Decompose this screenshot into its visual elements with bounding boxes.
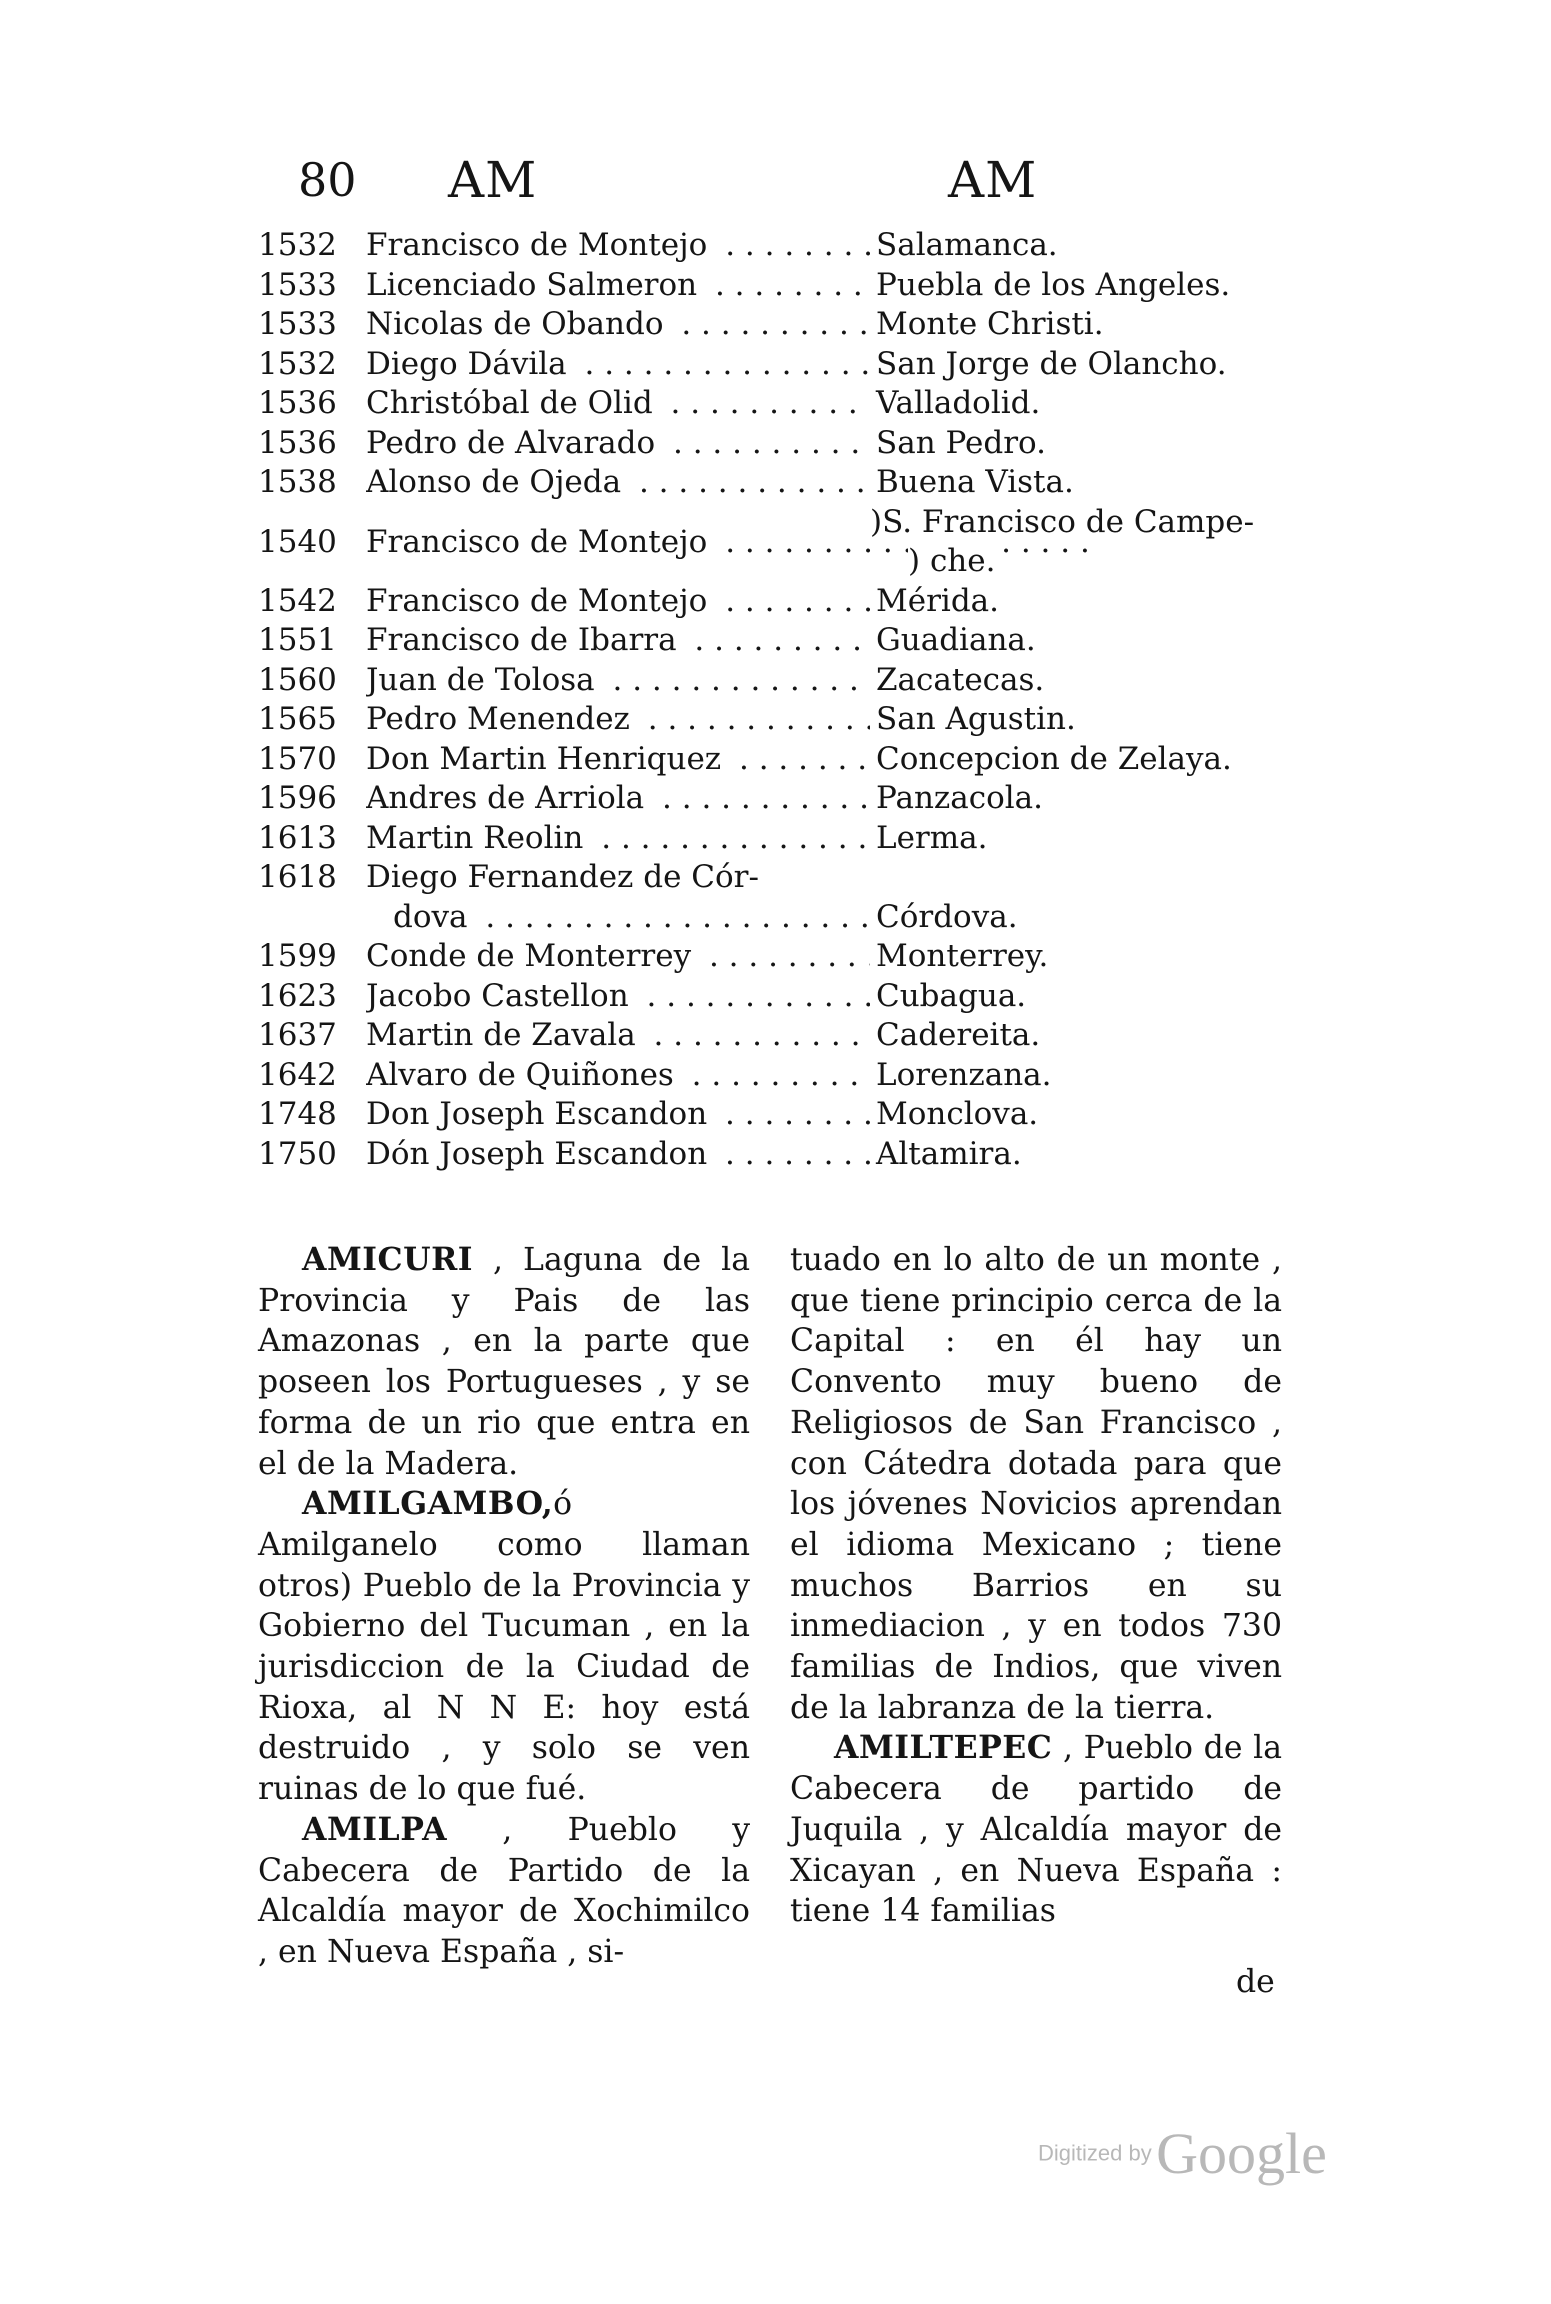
founder-text: Licenciado Salmeron [366,267,705,303]
founded-place: Altamira. [870,1135,1316,1175]
founded-place: Monterrey. [870,937,1316,977]
founding-year: 1540 [258,523,337,560]
founding-year: 1536 [258,385,337,421]
entry-amilgambo [258,1484,750,1810]
founder-text: Martin Reolin [366,820,591,856]
table-row [258,621,1308,661]
founded-place: Cadereita. [870,1016,1316,1056]
founder-text: Conde de Monterrey [366,938,699,974]
table-row [258,740,1308,780]
headword: AMICURI [302,1241,473,1278]
founded-place: Buena Vista. [870,463,1316,503]
entry-text: , Laguna de la Provincia y Pais de las Amazonas , en la parte que poseen los Portugueses , y se forma de un rio que entra en el de la Madera. [258,1242,750,1482]
founded-place: San Agustin. [870,700,1316,740]
founding-year: 1618 [258,859,337,895]
table-row [258,858,1308,898]
founded-place: Zacatecas. [870,661,1316,701]
founder-text: Francisco de Ibarra [366,622,685,658]
catchword: de [1236,1964,1275,2000]
founding-year: 1750 [258,1135,337,1172]
founded-place: Puebla de los Angeles. [870,266,1316,306]
founding-year: 1613 [258,819,337,856]
table-row [258,937,1308,977]
table-row [258,819,1308,859]
founder-text: Diego Dávila [366,346,575,382]
entry-amiltepec [790,1728,1282,1932]
table-row [258,226,1308,266]
founding-year: 1560 [258,661,337,698]
headword: AMILTEPEC [834,1729,1053,1767]
founding-year: 1570 [258,740,337,777]
right-running-head: AM [948,151,1038,209]
entry-text: ó Amilganelo como llaman otros) Pueblo de la Provincia y Gobierno del Tucuman , en la jurisdiccion de la Ciudad de Rioxa, al N N E: hoy está destruido , y solo se ven ruinas de lo que fué. [258,1486,750,1808]
founder-text: Pedro de Alvarado [366,425,663,461]
founded-place: Guadiana. [870,621,1316,661]
founding-year: 1565 [258,701,337,737]
digitized-by-watermark [1038,2120,1327,2187]
founding-year: 1596 [258,780,337,816]
founding-year: 1551 [258,622,337,658]
founder-text: Nicolas de Obando [366,306,671,342]
founder-text: Pedro Menendez [366,701,638,737]
page-number: 80 [298,153,357,207]
table-row [258,582,1308,622]
founding-year: 1532 [258,345,337,382]
table-row [258,503,1308,582]
table-row [258,779,1308,819]
left-text-column [258,1240,750,1973]
founding-year: 1623 [258,977,337,1014]
founder-text: Juan de Tolosa [366,662,603,698]
founding-year: 1538 [258,464,337,500]
founded-place: San Pedro. [870,424,1316,464]
google-logo: Google [1156,2121,1327,2186]
founded-place: Lorenzana. [870,1056,1316,1096]
left-running-head: AM [448,151,538,209]
founder-text: Martin de Zavala [366,1017,644,1053]
founder-text: Francisco de Montejo [366,524,715,560]
founding-year: 1642 [258,1056,337,1093]
founded-place: Mérida. [870,582,1316,622]
table-row [258,898,1308,938]
table-row [258,1095,1308,1135]
table-row [258,977,1308,1017]
founding-year: 1599 [258,938,337,974]
founder-text: Andres de Arriola [366,780,652,816]
table-row [258,384,1308,424]
entry-amilpa-continued: tuado en lo alto de un monte , que tiene principio cerca de la Capital : en él hay un Convento muy bueno de Religiosos de San Francisco , con Cátedra dotada para que los jóvenes Novicios aprendan el idioma Mexicano ; tiene muchos Barrios en su inmediacion , y en todos 730 familias de Indios, que viven de la labranza de la tierra. [790,1242,1282,1726]
headword: AMILPA [302,1810,448,1848]
founded-place: Monclova. [870,1095,1316,1135]
table-row [258,700,1308,740]
founder-text: Don Martin Henriquez [366,741,729,777]
founding-year: 1533 [258,266,337,303]
founded-place-line2: ) che. [908,542,995,582]
table-row [258,266,1308,306]
founded-place: Concepcion de Zelaya. [870,740,1316,780]
founded-place: Córdova. [870,898,1316,938]
entry-text: , Pueblo y Cabecera de Partido de la Alcaldía mayor de Xochimilco , en Nueva España , si- [258,1811,750,1970]
table-row [258,345,1308,385]
founded-place: Salamanca. [870,226,1316,266]
founder-text: Don Joseph Escandon [366,1096,715,1132]
founder-text: Christóbal de Olid [366,385,661,421]
founded-place-line1: )S. Francisco de Campe- [870,503,1254,543]
founder-text: Diego Fernandez de Cór- [366,859,767,895]
table-row [258,1135,1308,1175]
founders-table [258,226,1308,1174]
founding-year: 1533 [258,306,337,342]
table-row [258,1056,1308,1096]
founder-text: Francisco de Montejo [366,227,715,263]
table-row [258,305,1308,345]
right-text-column [790,1240,1282,1932]
founder-text: dova [393,899,476,935]
founded-place: Lerma. [870,819,1316,859]
founder-text: Alonso de Ojeda [366,464,629,500]
founder-text: Dón Joseph Escandon [366,1136,715,1172]
table-row [258,463,1308,503]
running-head [0,150,1551,210]
founding-year: 1748 [258,1096,337,1132]
founding-year: 1536 [258,424,337,461]
table-row [258,424,1308,464]
founder-text: Jacobo Castellon [366,978,637,1014]
founded-place: San Jorge de Olancho. [870,345,1316,385]
founder-name [366,858,1094,898]
watermark-prefix: Digitized by [1038,2140,1152,2166]
entry-amilpa [258,1810,750,1973]
entry-text: , Pueblo de la Cabecera de partido de Juquila , y Alcaldía mayor de Xicayan , en Nueva España : tiene 14 familias [790,1730,1282,1930]
founder-text: Francisco de Montejo [366,583,715,619]
table-row [258,1016,1308,1056]
founded-place: Valladolid. [870,384,1316,424]
founded-place: Monte Christi. [870,305,1316,345]
founding-year: 1542 [258,582,337,619]
founding-year: 1637 [258,1017,337,1053]
headword: AMILGAMBO, [302,1485,554,1523]
entry-amicuri [258,1240,750,1484]
founding-year: 1532 [258,227,337,263]
founded-place: Panzacola. [870,779,1316,819]
table-row [258,661,1308,701]
founded-place: Cubagua. [870,977,1316,1017]
founder-text: Alvaro de Quiñones [366,1057,682,1093]
